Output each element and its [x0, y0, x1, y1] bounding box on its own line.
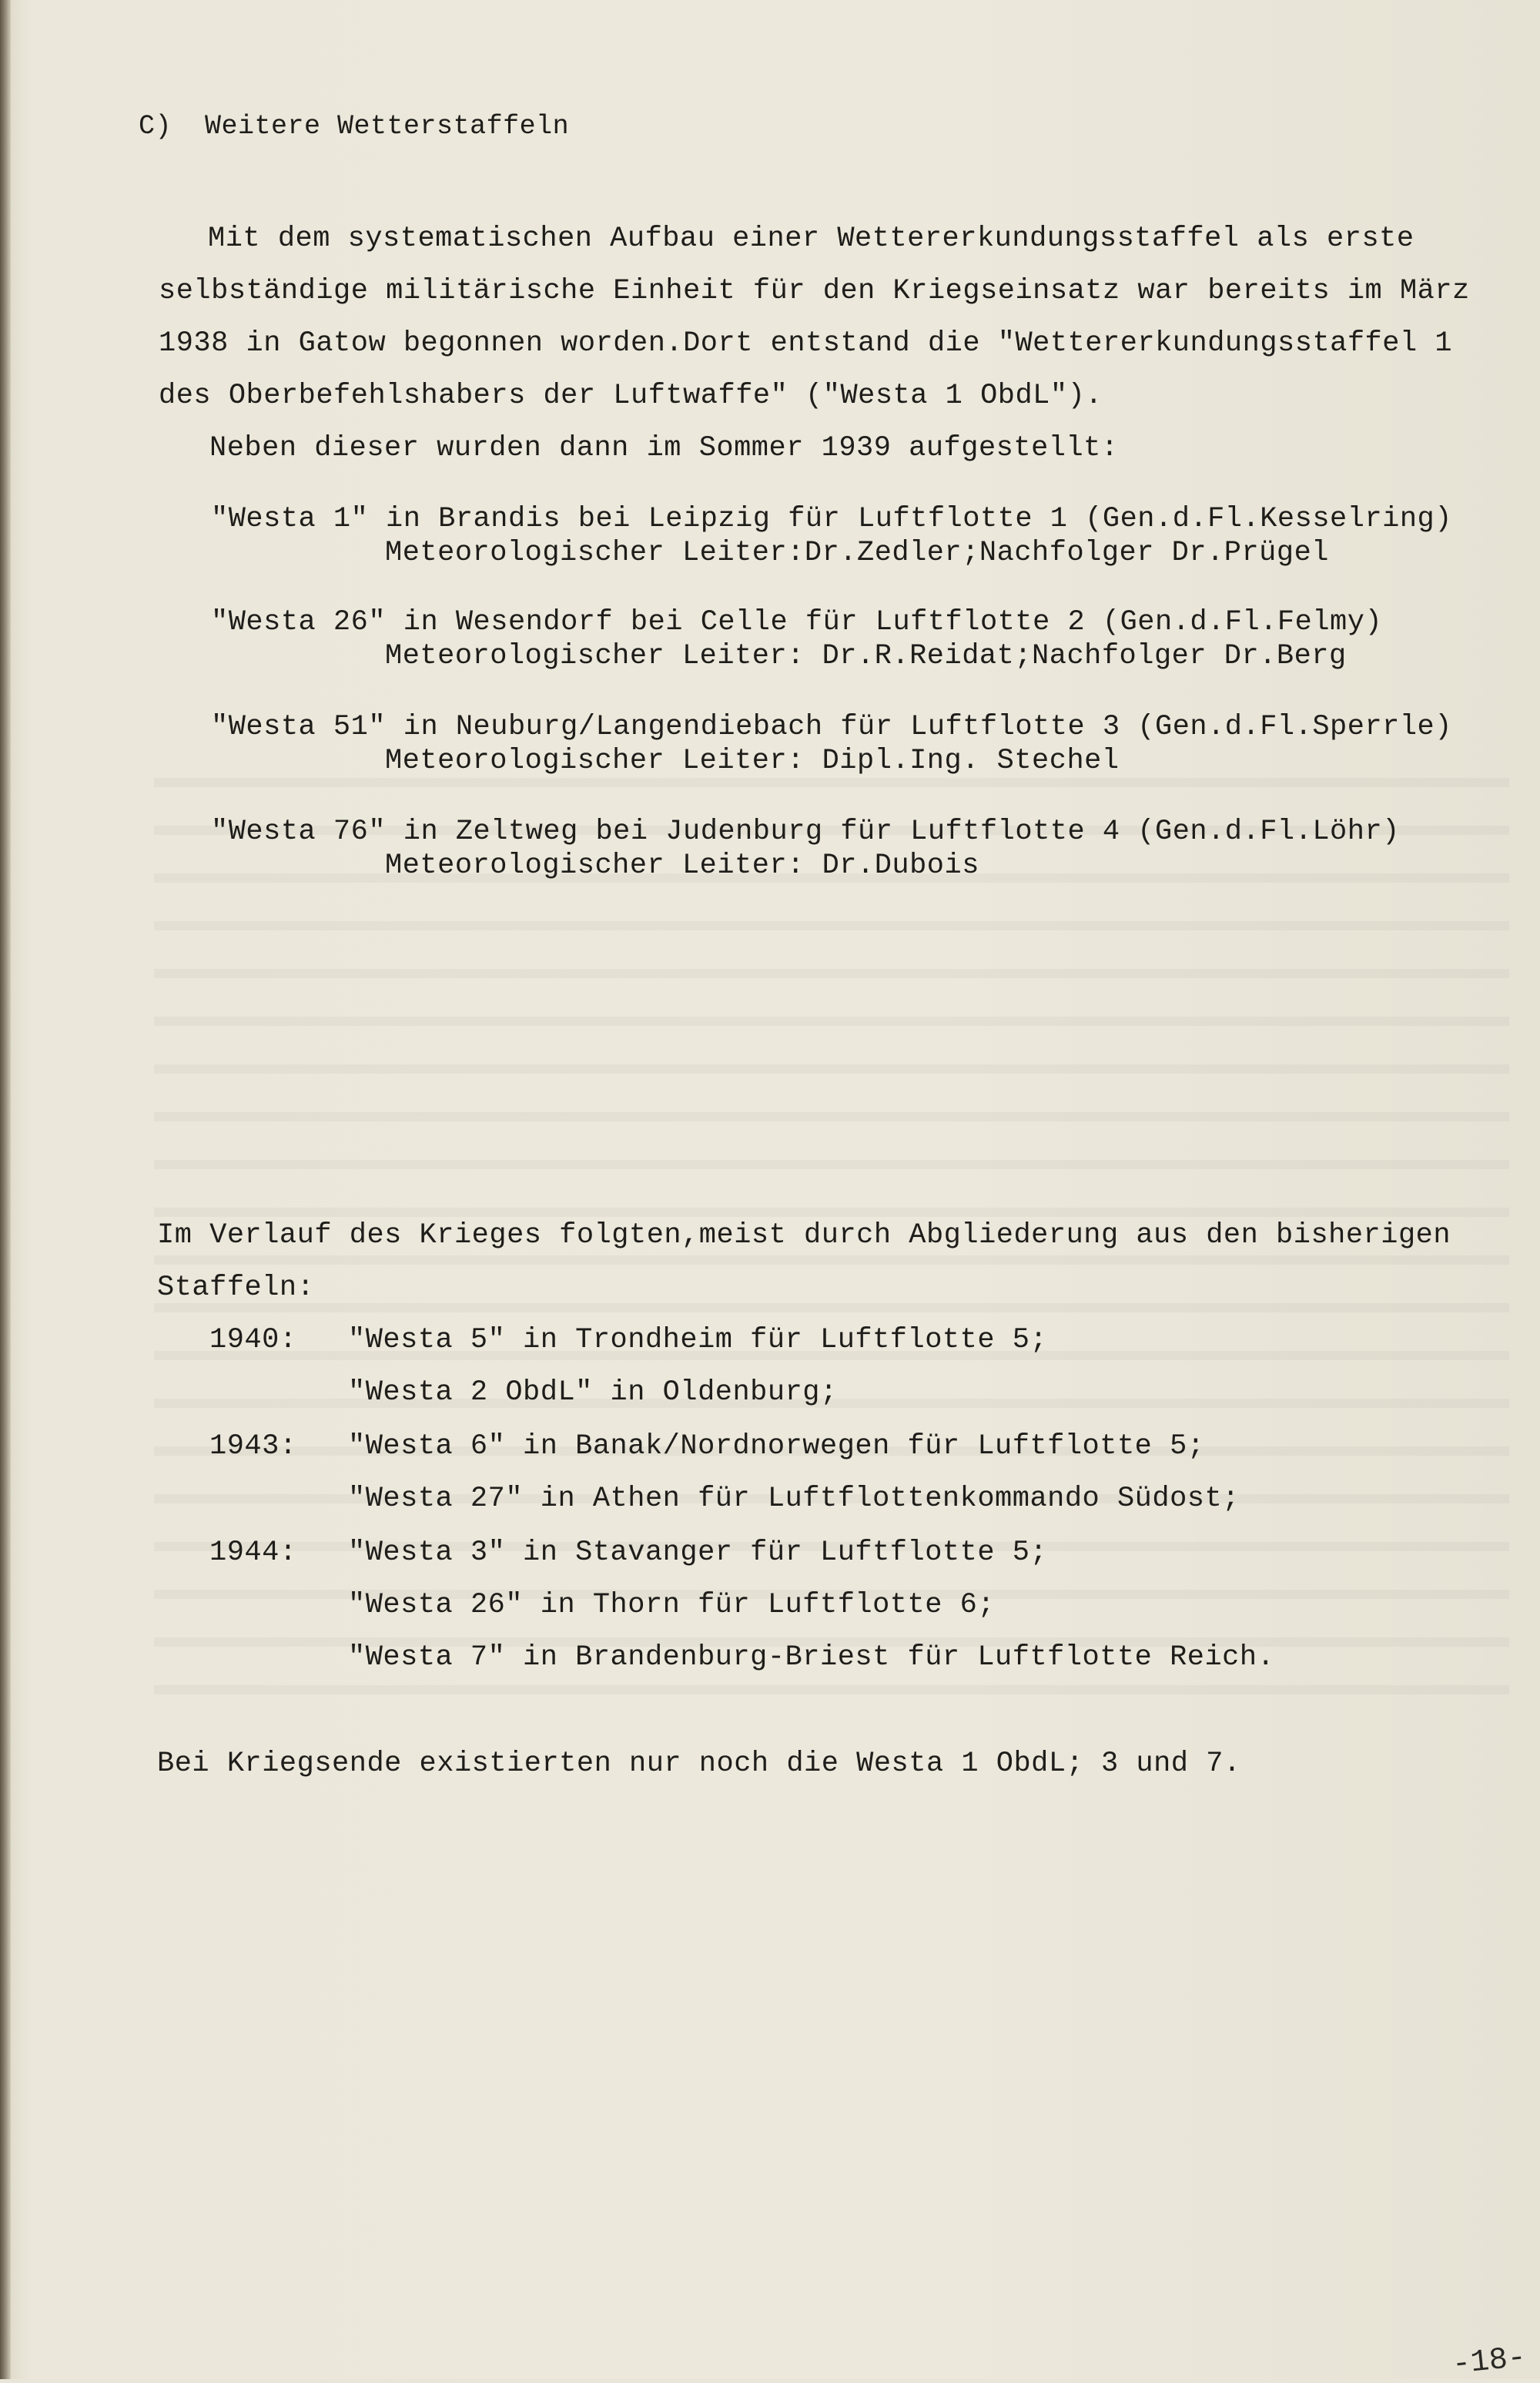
war-entry-text: "Westa 7" in Brandenburg-Briest für Luftflotte Reich. — [348, 1641, 1275, 1674]
staffel-1-line-2: Meteorologischer Leiter:Dr.Zedler;Nachfolger Dr.Prügel — [385, 537, 1329, 569]
section-heading: C) Weitere Wetterstaffeln — [139, 111, 570, 142]
closing-line: Bei Kriegsende existierten nur noch die Westa 1 ObdL; 3 und 7. — [157, 1748, 1241, 1780]
war-entry-text: "Westa 27" in Athen für Luftflottenkommando Südost; — [348, 1483, 1240, 1515]
war-entry-text: "Westa 2 ObdL" in Oldenburg; — [348, 1376, 838, 1409]
page-binding-edge — [0, 0, 11, 2379]
intro-line-5: Neben dieser wurden dann im Sommer 1939 aufgestellt: — [209, 432, 1119, 464]
staffel-3-line-1: "Westa 51" in Neuburg/Langendiebach für Luftflotte 3 (Gen.d.Fl.Sperrle) — [211, 711, 1452, 743]
intro-line-4: des Oberbefehlshabers der Luftwaffe" ("Westa 1 ObdL"). — [159, 380, 1103, 412]
war-entry-text: "Westa 6" in Banak/Nordnorwegen für Luftflotte 5; — [348, 1430, 1205, 1463]
war-intro-line-1: Im Verlauf des Krieges folgten,meist durch Abgliederung aus den bisherigen — [157, 1219, 1451, 1252]
staffel-4-line-1: "Westa 76" in Zeltweg bei Judenburg für Luftflotte 4 (Gen.d.Fl.Löhr) — [211, 816, 1400, 848]
war-entry-text: "Westa 5" in Trondheim für Luftflotte 5; — [348, 1324, 1048, 1356]
war-entry-text: "Westa 26" in Thorn für Luftflotte 6; — [348, 1589, 996, 1621]
war-entry-year: 1940: — [209, 1324, 297, 1356]
page-number: -18- — [1450, 2341, 1528, 2383]
staffel-1-line-1: "Westa 1" in Brandis bei Leipzig für Luftflotte 1 (Gen.d.Fl.Kesselring) — [211, 503, 1452, 535]
staffel-2-line-2: Meteorologischer Leiter: Dr.R.Reidat;Nachfolger Dr.Berg — [385, 640, 1347, 672]
war-intro-line-2: Staffeln: — [157, 1272, 315, 1304]
war-entry-year: 1943: — [209, 1430, 297, 1463]
intro-line-2: selbständige militärische Einheit für den Kriegseinsatz war bereits im März — [159, 275, 1470, 307]
staffel-4-line-2: Meteorologischer Leiter: Dr.Dubois — [385, 850, 979, 882]
staffel-3-line-2: Meteorologischer Leiter: Dipl.Ing. Stechel — [385, 745, 1120, 777]
intro-line-3: 1938 in Gatow begonnen worden.Dort entstand die "Wettererkundungsstaffel 1 — [159, 327, 1453, 360]
intro-line-1: Mit dem systematischen Aufbau einer Wettererkundungsstaffel als erste — [208, 223, 1414, 255]
war-entry-year: 1944: — [209, 1537, 297, 1569]
staffel-2-line-1: "Westa 26" in Wesendorf bei Celle für Luftflotte 2 (Gen.d.Fl.Felmy) — [211, 606, 1383, 638]
war-entry-text: "Westa 3" in Stavanger für Luftflotte 5; — [348, 1537, 1048, 1569]
